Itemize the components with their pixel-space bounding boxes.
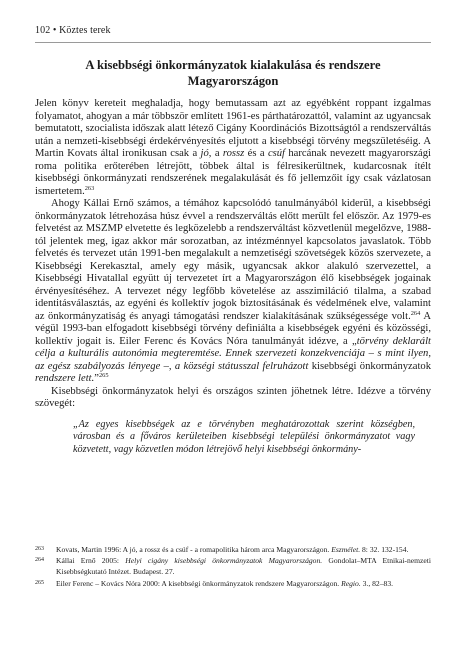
paragraph-3: Kisebbségi önkormányzatok helyi és országos szinten jöhetnek létre. Idézve a törvény szövegét: bbox=[35, 385, 431, 409]
footnote-number: 263 bbox=[35, 546, 44, 552]
footnote-ref-263[interactable]: 263 bbox=[84, 184, 95, 192]
footnote-number: 265 bbox=[35, 579, 44, 586]
running-head: 102 • Köztes terek bbox=[35, 25, 431, 43]
italic-run: Helyi cigány kisebbségi önkormányzatok Magyarországon. bbox=[125, 556, 323, 566]
text-run: harcának nevezett magyarországi roma politika erőterében létrejött, többek által is félresikerültnek, kudarcosnak ítélt kisebbségi önkormányzati rendszerének megalakulását és fő jellemzőit így csak vázlatosan ismertetem. bbox=[35, 148, 431, 197]
text-run: 3., 82–83. bbox=[360, 578, 394, 588]
footnote-ref-265[interactable]: 265 bbox=[98, 372, 109, 379]
section-title: A kisebbségi önkormányzatok kialakulása és rendszere Magyarországon bbox=[85, 58, 381, 88]
footnote-264 bbox=[35, 555, 431, 577]
text-run: Eiler Ferenc – Kovács Nóra 2000: A kisebbségi önkormányzatok rendszere Magyarországon. bbox=[56, 578, 342, 588]
text-run: A végül 1993-ban elfogadott kisebbségi törvény definiálta a kisebbségek egyéni és közösségi, kollektív jogait is. Eiler Ferenc és Kovács Nóra tanulmányát idézve, a „ bbox=[35, 310, 432, 347]
italic-run: Eszmélet. bbox=[331, 545, 361, 554]
italic-run: csúf bbox=[267, 148, 286, 159]
paragraph-1 bbox=[35, 98, 431, 198]
italic-run: törvény deklarált célja a kulturális autonómia megteremtése. Ennek szervezeti konzekvenciája – s mint ilyen, az egész szabályozás lényege –, a községi státusszal felruházott bbox=[35, 335, 431, 372]
text-run: ” bbox=[94, 373, 99, 384]
italic-run: rossz bbox=[222, 148, 245, 159]
italic-run: Regio. bbox=[341, 578, 361, 588]
footnote-number: 264 bbox=[35, 557, 44, 564]
footnote-263 bbox=[35, 544, 431, 555]
footnote-265 bbox=[35, 578, 431, 589]
text-run: 8: 32. 132-154. bbox=[360, 545, 409, 554]
text-run: és a bbox=[244, 148, 268, 159]
block-quote: „Az egyes kisebbségek az e törvényben meghatározottak szerint községben, városban és a főváros kerületeiben kisebbségi települési önkormányzatot vagy közvetett, vagy közvetlen módon létrejövő helyi kisebbségi önkormány- bbox=[73, 418, 415, 455]
footnotes bbox=[35, 544, 431, 589]
paragraph-2 bbox=[35, 198, 431, 386]
text-run: Jelen könyv kereteit meghaladja, hogy bemutassam azt az egyébként roppant izgalmas folyamatot, ahogyan a már többször említett 1961-es párthatározattól, valamint az ugyancsak bemutatott, szocialista időszak alatt létező Cigány Koordinációs Bizottságtól a rendszerváltás után a nemzeti-kisebbségi érdekérvényesítés eljutott a kisebbségi törvény megszületéséig. A Martin Kovats által ironikusan csak a bbox=[35, 98, 431, 159]
italic-run: rendszere lett. bbox=[35, 373, 95, 384]
text-run: Kovats, Martin 1996: A jó, a rossz és a csúf - a romapolitika három arca Magyarországon. bbox=[56, 545, 332, 554]
footnote-ref-264[interactable]: 264 bbox=[410, 309, 421, 317]
text-run: Ahogy Kállai Ernő számos, a témához kapcsolódó tanulmányából kiderül, a kisebbségi önkormányzatok létrehozása húsz évvel a rendszerváltás előtt merült fel először. Az 1979-es felvetést az MSZMP elvetette és legközelebb a rendszerváltást közvetlenül megelőzve, 1988-tól jelentek meg, igaz akkor már sorozatban, az intézménnyel kapcsolatos javaslatok. Több felvetés és tervezet után 1991-ben megalakult a nemzetiségi szövetségek közös szervezete, a Kisebbségi Kerekasztal, amely egy másik, ugyancsak akkor alakuló szervezettel, a Kisebbségi Hivatallal együtt új tervezetet írt a Magyarországon élő kisebbségek jogainak érvényesítéséhez. A tervezet négy legfőbb követelése az asszimiláció tilalma, a szabad identitásválasztás, az egyéni és kollektív jogok biztosításának és védelmének elve, valamint az önkormányzatiság és anyagi támogatási rendszer kialakításának szükségessége volt. bbox=[35, 198, 431, 322]
italic-run: jó bbox=[200, 148, 209, 159]
text-run: kisebbségi önkormányzatok bbox=[308, 360, 431, 372]
text-run: Kállai Ernő 2005: bbox=[56, 556, 126, 566]
body-text bbox=[35, 98, 431, 457]
text-run: Gondolat–MTA Etnikai-nemzeti Kisebbségkutató Intézet. Budapest. 27. bbox=[56, 556, 431, 577]
text-run: , a bbox=[208, 148, 223, 159]
